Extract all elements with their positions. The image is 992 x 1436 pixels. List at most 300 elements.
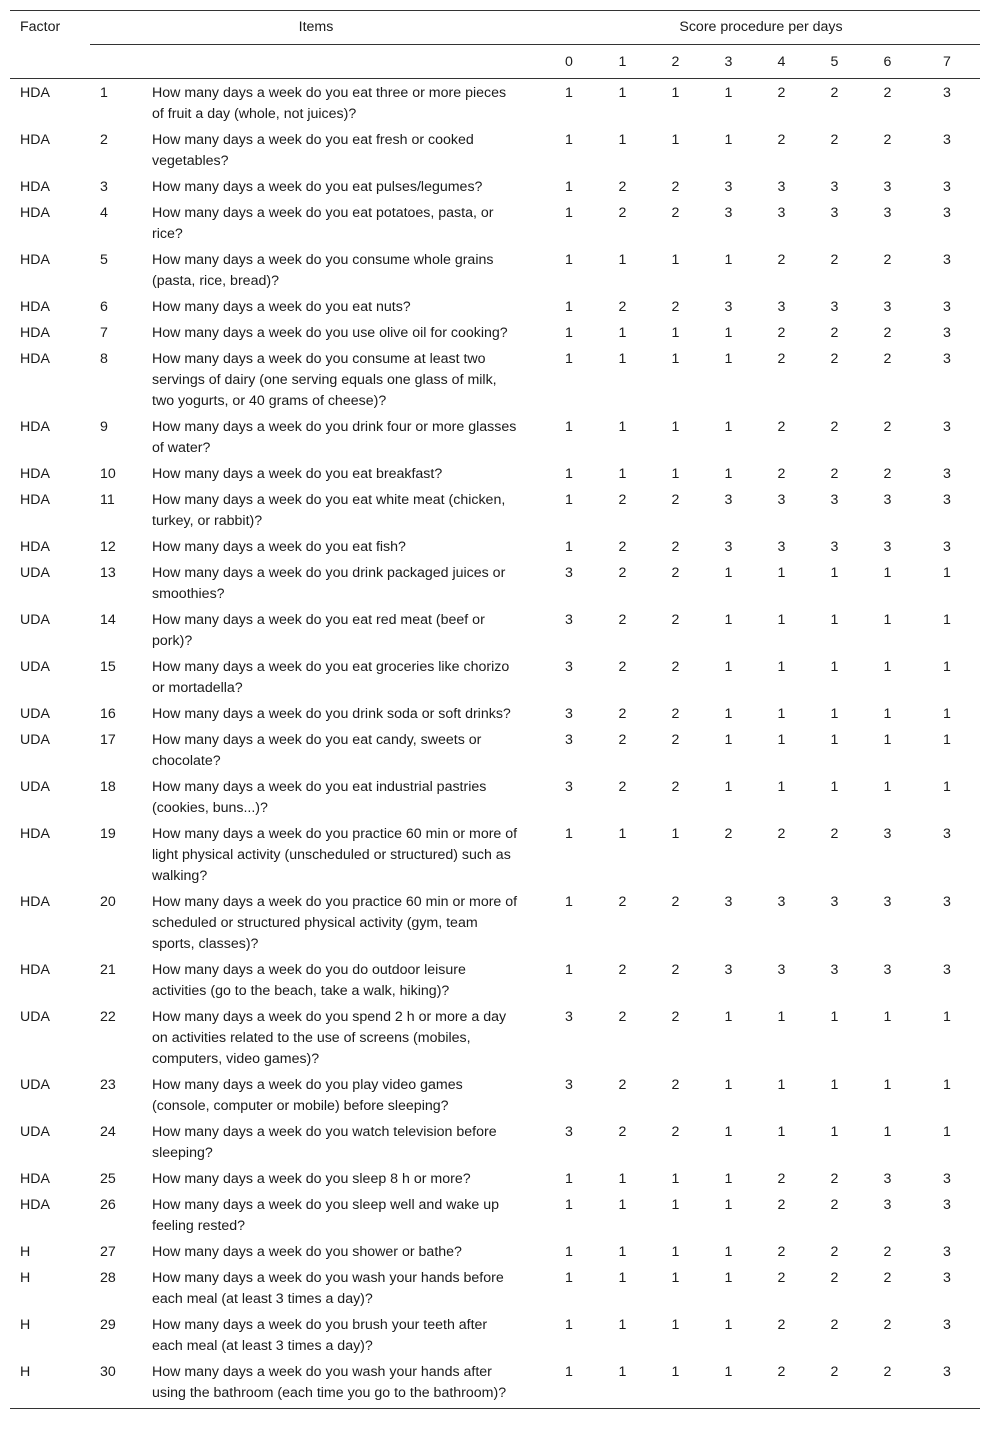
score-cell: 2 [618, 894, 627, 910]
score-cell: 3 [883, 826, 892, 842]
table-row [10, 1192, 980, 1239]
score-cell: 2 [777, 132, 786, 148]
score-cell: 1 [649, 1359, 702, 1409]
item-number-cell: 29 [100, 1317, 116, 1333]
score-cell: 3 [943, 894, 951, 910]
score-cell: 1 [830, 1077, 839, 1093]
item-number-cell: 22 [100, 1009, 116, 1025]
score-cell: 3 [943, 1270, 951, 1286]
score-cell: 1 [724, 1077, 733, 1093]
score-cell: 3 [724, 962, 733, 978]
score-cell: 2 [618, 1124, 627, 1140]
score-cell: 1 [883, 659, 892, 675]
score-cell: 2 [618, 612, 627, 628]
item-number-cell: 10 [100, 466, 116, 482]
score-cell: 2 [618, 962, 627, 978]
score-cell: 1 [724, 252, 733, 268]
score-cell: 1 [618, 132, 627, 148]
item-number-cell: 8 [100, 351, 108, 367]
score-cell: 2 [671, 706, 680, 722]
item-number-cell: 13 [100, 565, 116, 581]
table-row [10, 174, 980, 200]
score-cell: 1 [565, 539, 573, 555]
score-cell: 1 [565, 179, 573, 195]
score-cell: 2 [671, 539, 680, 555]
table-row [10, 294, 980, 320]
score-cell: 3 [777, 299, 786, 315]
score-cell: 3 [565, 565, 573, 581]
score-cell: 2 [618, 565, 627, 581]
score-cell: 1 [943, 1009, 951, 1025]
score-cell: 3 [565, 1124, 573, 1140]
score-cell: 2 [618, 732, 627, 748]
table-row [10, 1119, 980, 1166]
score-cell: 2 [830, 132, 839, 148]
item-text-cell: How many days a week do you eat white meat (chicken, turkey, or rabbit)? [152, 492, 506, 529]
score-cell: 3 [777, 894, 786, 910]
score-cell: 1 [702, 1359, 755, 1409]
score-cell: 3 [565, 659, 573, 675]
score-cell: 1 [724, 779, 733, 795]
score-cell: 2 [777, 419, 786, 435]
header-items: Items [90, 11, 542, 45]
score-cell: 1 [883, 732, 892, 748]
score-cell: 3 [830, 179, 839, 195]
score-cell: 2 [808, 1359, 861, 1409]
item-number-cell: 19 [100, 826, 116, 842]
score-cell: 1 [724, 565, 733, 581]
item-text-cell: How many days a week do you consume at least two servings of dairy (one serving equals one glass of milk, two yogurts, or 40 grams of cheese)? [152, 351, 497, 409]
score-cell: 1 [943, 612, 951, 628]
score-cell: 3 [943, 325, 951, 341]
score-cell: 2 [671, 299, 680, 315]
item-number-cell: 18 [100, 779, 116, 795]
factor-cell: H [20, 1244, 31, 1260]
score-cell: 1 [618, 1244, 627, 1260]
item-text-cell: How many days a week do you eat nuts? [152, 299, 411, 315]
score-cell: 2 [618, 1077, 627, 1093]
score-cell: 1 [671, 132, 680, 148]
table-row [10, 320, 980, 346]
score-cell: 1 [777, 706, 786, 722]
factor-cell: HDA [20, 179, 50, 195]
score-cell: 2 [830, 1244, 839, 1260]
score-cell: 3 [883, 1197, 892, 1213]
item-number-cell: 25 [100, 1171, 116, 1187]
item-number-cell: 28 [100, 1270, 116, 1286]
score-cell: 2 [830, 466, 839, 482]
item-text-cell: How many days a week do you drink four or more glasses of water? [152, 419, 517, 456]
score-cell: 2 [618, 706, 627, 722]
score-cell: 1 [565, 1197, 573, 1213]
score-cell: 2 [671, 1077, 680, 1093]
score-cell: 1 [671, 419, 680, 435]
score-cell: 2 [830, 826, 839, 842]
score-cell: 3 [565, 1009, 573, 1025]
item-text-cell: How many days a week do you practice 60 min or more of scheduled or structured physical activity (gym, team sports, classes)? [152, 894, 518, 952]
factor-cell: H [20, 1317, 31, 1333]
item-number-cell: 5 [100, 252, 108, 268]
score-cell: 3 [565, 732, 573, 748]
score-cell: 1 [777, 612, 786, 628]
score-cell: 1 [943, 706, 951, 722]
score-cell: 2 [671, 779, 680, 795]
factor-cell: HDA [20, 132, 50, 148]
factor-cell: HDA [20, 492, 50, 508]
score-cell: 3 [943, 419, 951, 435]
item-number-cell: 30 [90, 1359, 152, 1409]
item-text-cell: How many days a week do you eat fresh or cooked vegetables? [152, 132, 474, 169]
score-cell: 1 [724, 612, 733, 628]
factor-cell: H [10, 1359, 90, 1409]
score-cell: 2 [830, 252, 839, 268]
item-text-cell: How many days a week do you eat candy, sweets or chocolate? [152, 732, 482, 769]
factor-cell: HDA [20, 539, 50, 555]
score-cell: 2 [777, 351, 786, 367]
score-cell: 1 [565, 325, 573, 341]
score-cell: 1 [565, 351, 573, 367]
score-cell: 2 [618, 179, 627, 195]
score-cell: 1 [618, 1270, 627, 1286]
factor-cell: HDA [20, 351, 50, 367]
score-cell: 2 [671, 659, 680, 675]
item-number-cell: 3 [100, 179, 108, 195]
score-cell: 1 [830, 565, 839, 581]
score-cell: 2 [777, 826, 786, 842]
score-cell: 1 [565, 894, 573, 910]
item-text-cell: How many days a week do you do outdoor leisure activities (go to the beach, take a walk, hiking)? [152, 962, 466, 999]
table-row [10, 654, 980, 701]
score-cell: 2 [777, 1270, 786, 1286]
score-cell: 3 [777, 492, 786, 508]
score-cell: 2 [883, 466, 892, 482]
table-row [10, 607, 980, 654]
score-cell: 2 [618, 1009, 627, 1025]
score-cell: 3 [943, 351, 951, 367]
score-cell: 1 [671, 351, 680, 367]
score-cell: 1 [618, 325, 627, 341]
score-cell: 1 [671, 466, 680, 482]
table-row [10, 1072, 980, 1119]
score-cell: 1 [671, 1244, 680, 1260]
score-cell: 3 [883, 894, 892, 910]
score-cell: 1 [724, 706, 733, 722]
table-row [10, 727, 980, 774]
table-row [10, 560, 980, 607]
item-number-cell: 23 [100, 1077, 116, 1093]
score-cell: 1 [724, 1317, 733, 1333]
header-factor: Factor [10, 11, 90, 45]
score-cell: 1 [671, 325, 680, 341]
score-cell: 1 [830, 732, 839, 748]
factor-cell: UDA [20, 1077, 50, 1093]
score-cell: 1 [777, 779, 786, 795]
score-cell: 2 [671, 612, 680, 628]
score-cell: 3 [830, 299, 839, 315]
table-row [10, 247, 980, 294]
table-row [10, 200, 980, 247]
factor-cell: UDA [20, 659, 50, 675]
score-cell: 2 [777, 85, 786, 101]
day-header-3: 3 [702, 45, 755, 79]
score-cell: 2 [618, 492, 627, 508]
factor-cell: HDA [20, 299, 50, 315]
score-cell: 2 [671, 492, 680, 508]
score-cell: 3 [883, 1171, 892, 1187]
table-row [10, 1004, 980, 1072]
score-cell: 1 [724, 1244, 733, 1260]
item-text-cell: How many days a week do you eat industrial pastries (cookies, buns...)? [152, 779, 487, 816]
score-cell: 1 [943, 732, 951, 748]
score-cell: 2 [883, 419, 892, 435]
score-cell: 1 [565, 1244, 573, 1260]
table-row [10, 1239, 980, 1265]
score-cell: 3 [883, 539, 892, 555]
score-cell: 1 [724, 1009, 733, 1025]
score-cell: 1 [724, 351, 733, 367]
item-number-cell: 1 [100, 85, 108, 101]
score-cell: 1 [943, 565, 951, 581]
table-row [10, 701, 980, 727]
score-cell: 3 [724, 539, 733, 555]
table-row [10, 821, 980, 889]
factor-cell: UDA [20, 612, 50, 628]
table-row [10, 414, 980, 461]
score-cell: 2 [777, 1171, 786, 1187]
score-cell: 1 [596, 1359, 649, 1409]
table-row [10, 774, 980, 821]
score-cell: 1 [724, 659, 733, 675]
item-text-cell: How many days a week do you drink soda or soft drinks? [152, 706, 511, 722]
factor-cell: UDA [20, 1124, 50, 1140]
score-cell: 1 [565, 205, 573, 221]
score-cell: 1 [830, 706, 839, 722]
score-cell: 1 [724, 466, 733, 482]
day-header-1: 1 [596, 45, 649, 79]
item-number-cell: 11 [100, 492, 115, 508]
score-cell: 1 [565, 1270, 573, 1286]
score-cell: 1 [542, 1359, 596, 1409]
score-cell: 3 [777, 179, 786, 195]
score-cell: 3 [565, 1077, 573, 1093]
score-cell: 2 [777, 252, 786, 268]
item-text-cell: How many days a week do you play video games (console, computer or mobile) before sleeping? [152, 1077, 463, 1114]
score-cell: 3 [943, 1197, 951, 1213]
table-row [10, 534, 980, 560]
factor-cell: HDA [20, 419, 50, 435]
score-cell: 3 [777, 539, 786, 555]
score-cell: 1 [943, 1077, 951, 1093]
score-cell: 2 [618, 205, 627, 221]
score-cell: 1 [565, 85, 573, 101]
score-cell: 2 [777, 1244, 786, 1260]
factor-cell: HDA [20, 205, 50, 221]
score-cell: 1 [777, 1009, 786, 1025]
factor-cell: H [20, 1270, 31, 1286]
score-cell: 2 [830, 1171, 839, 1187]
score-cell: 2 [883, 85, 892, 101]
score-cell: 1 [671, 1270, 680, 1286]
score-cell: 1 [618, 351, 627, 367]
score-cell: 1 [724, 132, 733, 148]
item-number-cell: 7 [100, 325, 108, 341]
score-cell: 1 [618, 419, 627, 435]
score-cell: 1 [565, 419, 573, 435]
day-header-4: 4 [755, 45, 808, 79]
score-cell: 1 [777, 565, 786, 581]
score-cell: 1 [565, 1171, 573, 1187]
item-text-cell: How many days a week do you eat fish? [152, 539, 406, 555]
score-cell: 1 [830, 779, 839, 795]
score-cell: 1 [565, 826, 573, 842]
score-cell: 3 [943, 252, 951, 268]
factor-cell: HDA [20, 1197, 50, 1213]
score-cell: 1 [883, 1009, 892, 1025]
score-cell: 1 [883, 565, 892, 581]
item-text-cell: How many days a week do you watch television before sleeping? [152, 1124, 497, 1161]
item-number-cell: 15 [100, 659, 116, 675]
item-text-cell: How many days a week do you drink packaged juices or smoothies? [152, 565, 506, 602]
score-cell: 3 [724, 492, 733, 508]
item-text-cell: How many days a week do you sleep 8 h or more? [152, 1171, 471, 1187]
factor-cell: HDA [20, 962, 50, 978]
table-body [10, 79, 980, 1409]
item-number-cell: 9 [100, 419, 108, 435]
day-header-row [10, 45, 980, 79]
score-cell: 2 [777, 325, 786, 341]
score-cell: 1 [618, 1171, 627, 1187]
item-text-cell: How many days a week do you eat breakfast? [152, 466, 443, 482]
score-cell: 2 [830, 1270, 839, 1286]
score-cell: 2 [671, 962, 680, 978]
item-number-cell: 6 [100, 299, 108, 315]
score-cell: 3 [943, 205, 951, 221]
score-cell: 3 [830, 539, 839, 555]
score-cell: 1 [565, 492, 573, 508]
score-cell: 1 [777, 732, 786, 748]
score-cell: 2 [883, 325, 892, 341]
score-cell: 1 [618, 85, 627, 101]
factor-cell: UDA [20, 732, 50, 748]
score-cell: 1 [943, 659, 951, 675]
item-text-cell: How many days a week do you practice 60 min or more of light physical activity (unscheduled or structured) such as walking? [152, 826, 518, 884]
table-header [10, 11, 980, 79]
score-cell: 1 [618, 1197, 627, 1213]
score-cell: 1 [943, 779, 951, 795]
score-cell: 3 [565, 706, 573, 722]
header-score-procedure: Score procedure per days [542, 11, 980, 45]
score-cell: 2 [618, 539, 627, 555]
table-row [10, 957, 980, 1004]
score-cell: 3 [883, 179, 892, 195]
score-cell: 3 [943, 539, 951, 555]
score-cell: 3 [943, 492, 951, 508]
score-cell: 3 [724, 894, 733, 910]
score-cell: 3 [943, 826, 951, 842]
score-cell: 1 [883, 1124, 892, 1140]
score-cell: 2 [671, 1124, 680, 1140]
score-cell: 3 [914, 1359, 980, 1409]
item-number-cell: 26 [100, 1197, 116, 1213]
score-cell: 2 [618, 299, 627, 315]
score-cell: 1 [724, 419, 733, 435]
factor-cell: UDA [20, 779, 50, 795]
score-cell: 1 [618, 1317, 627, 1333]
factor-cell: HDA [20, 85, 50, 101]
score-cell: 1 [565, 1317, 573, 1333]
score-cell: 3 [830, 492, 839, 508]
day-header-5: 5 [808, 45, 861, 79]
table-row [10, 127, 980, 174]
table-row [10, 1359, 980, 1409]
score-cell: 3 [943, 179, 951, 195]
factor-cell: HDA [20, 325, 50, 341]
item-number-cell: 16 [100, 706, 116, 722]
score-cell: 2 [830, 1317, 839, 1333]
score-cell: 2 [724, 826, 733, 842]
table-row [10, 79, 980, 128]
score-cell: 2 [671, 565, 680, 581]
table-row [10, 889, 980, 957]
score-cell: 3 [724, 205, 733, 221]
score-cell: 3 [943, 85, 951, 101]
item-text-cell: How many days a week do you eat potatoes, pasta, or rice? [152, 205, 494, 242]
score-cell: 3 [943, 1171, 951, 1187]
table-row [10, 1265, 980, 1312]
item-number-cell: 4 [100, 205, 108, 221]
score-cell: 1 [777, 659, 786, 675]
score-cell: 1 [565, 132, 573, 148]
score-cell: 2 [883, 252, 892, 268]
score-cell: 1 [943, 1124, 951, 1140]
factor-cell: HDA [20, 826, 50, 842]
score-cell: 3 [943, 962, 951, 978]
score-cell: 1 [671, 1317, 680, 1333]
factor-cell: HDA [20, 1171, 50, 1187]
score-cell: 1 [618, 466, 627, 482]
item-text-cell: How many days a week do you consume whole grains (pasta, rice, bread)? [152, 252, 494, 289]
item-text-cell: How many days a week do you sleep well and wake up feeling rested? [152, 1197, 499, 1234]
score-cell: 3 [883, 299, 892, 315]
score-cell: 1 [724, 1270, 733, 1286]
item-text-cell: How many days a week do you shower or bathe? [152, 1244, 462, 1260]
score-cell: 2 [777, 1197, 786, 1213]
score-cell: 2 [830, 351, 839, 367]
item-text-cell: How many days a week do you brush your teeth after each meal (at least 3 times a day)? [152, 1317, 488, 1354]
score-cell: 1 [724, 1124, 733, 1140]
score-cell: 3 [943, 1244, 951, 1260]
score-cell: 3 [943, 299, 951, 315]
score-cell: 3 [565, 779, 573, 795]
score-cell: 1 [724, 1171, 733, 1187]
factor-cell: UDA [20, 565, 50, 581]
score-cell: 1 [883, 612, 892, 628]
score-cell: 2 [883, 1317, 892, 1333]
score-cell: 1 [565, 466, 573, 482]
item-number-cell: 17 [100, 732, 116, 748]
score-cell: 1 [671, 826, 680, 842]
score-cell: 3 [565, 612, 573, 628]
score-cell: 3 [724, 179, 733, 195]
score-cell: 2 [861, 1359, 914, 1409]
day-header-0: 0 [542, 45, 596, 79]
factor-cell: HDA [20, 466, 50, 482]
score-cell: 1 [830, 1009, 839, 1025]
score-cell: 1 [777, 1077, 786, 1093]
score-cell: 1 [565, 252, 573, 268]
score-cell: 3 [830, 894, 839, 910]
day-header-7: 7 [914, 45, 980, 79]
